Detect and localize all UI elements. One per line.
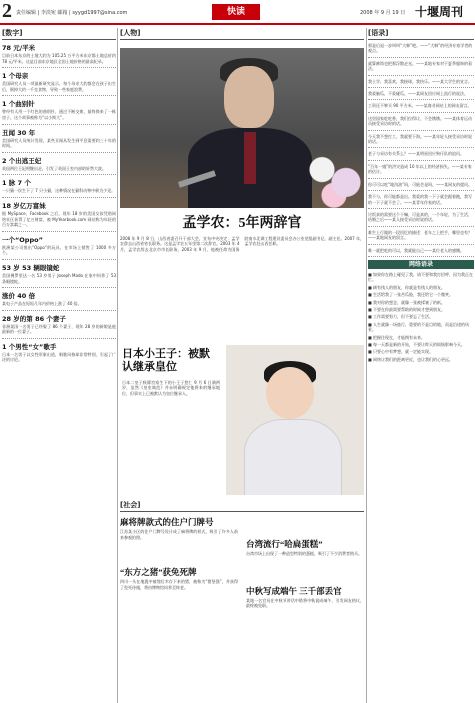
- item-separator: [368, 99, 474, 100]
- net-quote-item: ■ 网络让我们的距离更近，也让我们的心更远。: [368, 356, 454, 362]
- item-separator: [2, 310, 116, 311]
- item-separator: [368, 208, 474, 209]
- header-rule: [0, 23, 475, 25]
- photo-child-body: [244, 419, 342, 495]
- photo-tie: [244, 132, 256, 184]
- numbers-list: [2, 43, 116, 363]
- portrait-photo: [120, 48, 364, 208]
- people-column: [120, 28, 364, 43]
- story-title: 台湾流行“哈扁蛋糕”: [246, 539, 323, 549]
- quote-item: 难生上行做的一段回忆的描述：老车之上把手，哪里也有？——某地网友的留言。: [368, 229, 472, 241]
- number-headline: 1 脉 7 个: [2, 179, 31, 188]
- item-separator: [2, 95, 116, 96]
- quote-item: 就算裤筒也把那浮散走光。——某地专家对于夏季服饰的看法。: [368, 60, 472, 72]
- section-title: [数字]: [2, 28, 116, 40]
- number-headline: 18 岁亿万富妹: [2, 201, 46, 210]
- quote-item: 工资还不够买 90 平方米。——某商业网站上的网友留言。: [368, 103, 472, 109]
- quotes-list: [368, 43, 474, 257]
- net-quote-item: ■ 只要心中有梦想，就一定能实现。: [368, 349, 434, 355]
- issue-date: 2008 年 9 月 19 日: [360, 10, 406, 16]
- number-text: 非洲某国一名男子已经娶了 86 个妻子，现年 28 岁的新娘是他最新的一位妻子。: [2, 323, 116, 335]
- number-text: 曾经有人用一个红色的曲别针，通过不断交换，最终换来了一栋房子。这个故事被称为“以小换大”。: [2, 109, 116, 120]
- headline: 孟学农：5年两辞官: [182, 216, 302, 231]
- net-quote-item: ■ 工作需要努力，但不要忘了生活。: [368, 314, 434, 320]
- number-headline: 28 岁的第 86 个妻子: [2, 314, 66, 323]
- story-body: 某地一名官员在中秋节讲话中错将中秋说成端午，引发网友热议，最终被免职。: [246, 597, 364, 609]
- net-quote-item: ■ 刷有钱人的朋友，你就是有钱人的朋友。: [368, 284, 446, 290]
- quote-item: 这里国家吃吃香，我们拉得让，不会饿饿。——某体育运动员接受采访时的话。: [368, 115, 472, 127]
- item-separator: [2, 124, 116, 125]
- photo-child-face: [266, 367, 314, 419]
- section-title: [社会]: [120, 500, 364, 512]
- number-text: 一只猫一次生下了 7 只小猫，这种情况在猫科动物中极为少见。: [2, 188, 116, 194]
- number-headline: 78 元/平米: [2, 44, 36, 52]
- section-title: [语录]: [368, 28, 474, 40]
- quote-item: 我士学，我喜欢，我接球，我快乐。——某大学生的宣言。: [368, 78, 472, 84]
- item-separator: [368, 147, 474, 148]
- item-separator: [368, 75, 474, 76]
- quote-item: 那是后退一步叫叫“大韩”吧。——“大韩”的经济专家学者的观点。: [368, 43, 473, 54]
- item-separator: [368, 160, 474, 161]
- quote-item: 今天我不想打工，我就要下海。——某年轻人接受采访时说的话。: [368, 133, 472, 145]
- number-text: 某电子产品在短短几年内价格上涨了 40 倍。: [2, 301, 82, 307]
- net-quote-item: ■ 如果你在路上碰见了我，请不要和我打招呼，因为我正在忙。: [368, 271, 474, 283]
- item-separator: [368, 87, 474, 88]
- number-text: 美国佛罗里达一名 53 岁男子 Joseph Mado 在家中饲养了 53 条眼镜蛇。: [2, 272, 116, 284]
- number-headline: 涨价 40 倍: [2, 292, 36, 301]
- net-quotes-list: [368, 272, 474, 362]
- number-headline: 1 个男性“女”歌手: [2, 342, 57, 351]
- item-separator: [2, 231, 116, 232]
- story-title: “东方之猪”获免死牌: [120, 567, 197, 578]
- page-header: [0, 0, 475, 26]
- society-left: [120, 514, 238, 590]
- quote-item: 唯一就把吃的可以，我就能自己——某位老人的感慨。: [368, 247, 464, 253]
- paper-name: 十堰周刊: [415, 5, 464, 19]
- story-body: 台湾市场上出现了一种造型特别的蛋糕，吸引了不少消费者购买。: [246, 551, 362, 556]
- child-photo: [226, 345, 364, 495]
- story-title: 中秋写成端午 三千部丢官: [246, 585, 342, 596]
- item-separator: [368, 226, 474, 227]
- number-text: 日本一名男子以女性形象出道，唱歌风格却非常特别，引起了广泛的讨论。: [2, 351, 116, 363]
- column-divider: [117, 28, 118, 703]
- story-body: 四川一头在地震中被埋后幸存下来的猪，被称为“猪坚强”，并获得了免死待遇，将由博物馆饲养至终老。: [120, 579, 238, 590]
- story-body: 江苏某小区的住户门牌号设计成了麻将牌的样式，吸引了许多人前来参观拍照。: [120, 529, 238, 540]
- page-number: 2: [2, 0, 12, 22]
- item-separator: [2, 67, 116, 68]
- item-separator: [2, 152, 116, 153]
- numbers-column: [2, 28, 116, 363]
- number-headline: 2 个出逃王妃: [2, 156, 42, 165]
- number-text: 欧洲某公司推出“Oppo”的玩具，在市场上销售了 1000 多万个。: [2, 244, 116, 256]
- item-separator: [2, 174, 116, 175]
- item-separator: [368, 112, 474, 113]
- number-headline: 1 个母亲: [2, 72, 29, 81]
- item-separator: [368, 190, 474, 191]
- net-quote-item: ■ 把握住现在，才能拥有未来。: [368, 334, 426, 340]
- net-quote-item: ■ 每一天都是新的开始，不要让昨天的烦恼影响今天。: [368, 342, 466, 347]
- number-headline: 丑闻 30 年: [2, 128, 36, 137]
- photo-face: [224, 66, 274, 128]
- quote-item: 老子与采访有关系么？——某明星回应狗仔队的追问。: [368, 151, 464, 157]
- item-separator: [2, 197, 116, 198]
- article-body-prince: 日本二皇子秋篠宫家生下的小王子悠仁 9 月 6 日满两岁，虽然《皇室典范》并未明确规定他将来的继承地位，但事实上已被默认为皇位继承人。: [122, 380, 220, 396]
- item-separator: [368, 178, 474, 179]
- item-separator: [368, 244, 474, 245]
- item-separator: [368, 57, 474, 58]
- item-separator: [368, 256, 474, 257]
- item-separator: [2, 338, 116, 339]
- section-banner: 快读: [212, 4, 260, 20]
- number-text: 目前日本东京的土地大约为 105.25 万平方米东京都土地总价约 78 元/平米，这是目前东京地区全国土地价格的最高纪录。: [2, 53, 116, 64]
- number-text: 美国研究人员统计发现，某些丑闻从发生到平息需要约三十年的时间。: [2, 137, 116, 149]
- number-headline: 1 个曲别针: [2, 100, 35, 109]
- number-text: 据 MySpace、Facebook 之后，现年 18 岁的美国女孩凭借网络社区获得了亿万财富，被 MyYearbook.com 网站称为年轻的百万富翁之一。: [2, 210, 116, 228]
- net-quote-item: ■ 我对你的想念，就像一张被揉皱了的纸。: [368, 299, 446, 305]
- item-separator: [368, 130, 474, 131]
- item-separator: [2, 287, 116, 288]
- society-section: [120, 500, 364, 609]
- number-headline: 一个“Oppo”: [2, 235, 43, 244]
- society-right: [246, 514, 364, 609]
- editor-line: 责任编辑 | 李淡宛 邮箱 | syygd1997@sina.com: [16, 10, 128, 16]
- number-text: 美国研究人员一项最新研究显示，每个母亲大约都会在孩子出生后，倒掉大约一千克食物，导致一些家庭浪费。: [2, 81, 116, 92]
- number-text: 英国两位王妃相继出走，引发了英国王室内部的轩然大波。: [2, 165, 106, 171]
- flowers-icon: [304, 144, 364, 208]
- quotes-column: [368, 28, 474, 364]
- article-body: 2008 年 9 月 8 日，山西省委召开干部大会，宣布中央决定：孟学农辞去山西省省长职务。这是孟学农五年里第二次辞官。2003 年 4 月，孟学农辞去北京市市长职务。2003 年 9 月，他被任命为国务院南水北调工程建设委员会办公室党组副书记、副主任。2007 年，孟学农赴山西任职。: [120, 236, 364, 252]
- net-quote-item: ■ 生活给我了一张苦瓜脸，我还给它一个微笑。: [368, 292, 454, 298]
- item-separator: [2, 259, 116, 260]
- section-title: [人物]: [120, 28, 364, 40]
- quote-item: 我爱脑瓜，不爱碰瓜。——某网友回应网上流行的说法。: [368, 91, 468, 97]
- column-divider: [366, 28, 367, 703]
- quote-item: 你可可以吃“地沟油”吗，可能会是吗。——某网友的提问。: [368, 181, 473, 187]
- story-title: 麻将牌款式的住户门牌号: [120, 517, 214, 527]
- headline-prince: 日本小王子：被默认继承皇位: [122, 348, 210, 373]
- quote-item: 我不与，你可能都是出。我爱的我一下子就会跟着跑，我写的一下子就不会了。——某青年作家的话。: [368, 194, 472, 205]
- net-quote-item: ■ 人生就像一场旅行，重要的不是目的地，而是沿途的风景。: [368, 321, 470, 333]
- net-quotes-banner: 网络语录: [368, 260, 474, 269]
- quote-item: 讨饭真的需要这个干嘛，可是真的，一个年轻，为了生活，结婚之后——某人接受采访时说的话。: [368, 211, 472, 223]
- quote-item: “百年一遇”的洪灾造成 10 年以上的经济损失。——某专家的估计。: [368, 163, 472, 175]
- net-quote-item: ■ 不要在你最需要帮助的时候才想到朋友。: [368, 306, 446, 312]
- number-headline: 53 岁 53 辆眼镜蛇: [2, 263, 60, 272]
